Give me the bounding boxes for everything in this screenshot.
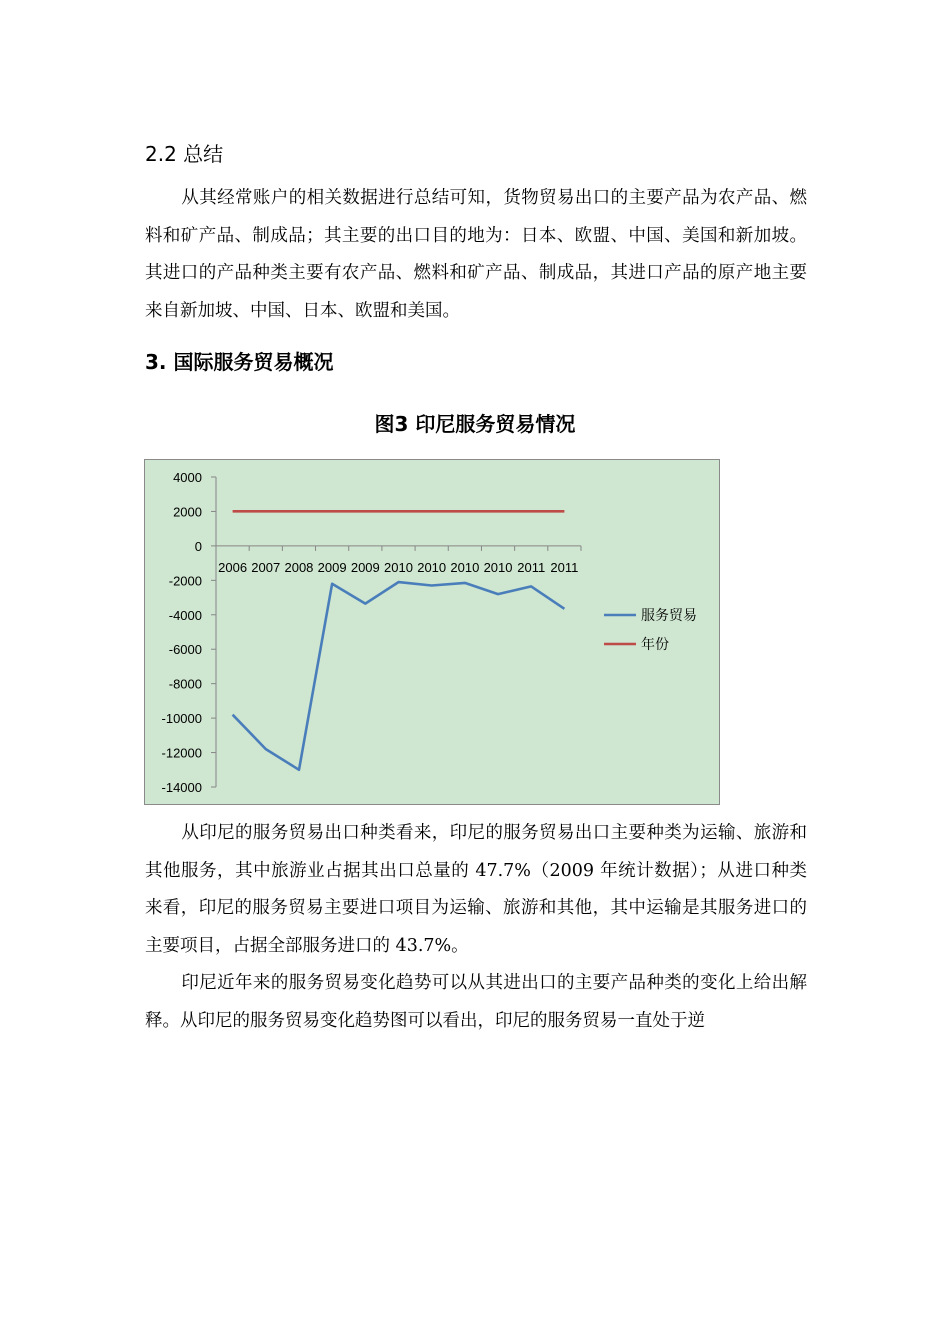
y-tick-label: -8000 [168, 676, 202, 692]
x-tick-label: 2010 [417, 559, 447, 575]
x-tick-label: 2009 [350, 559, 380, 575]
services-trade-chart [144, 459, 720, 805]
body-paragraph-1: 从印尼的服务贸易出口种类看来，印尼的服务贸易出口主要种类为运输、旅游和其他服务，其中旅游业占据其出口总量的 47.7%（2009 年统计数据）；从进口种类来看，印尼的服务贸易主要进口项目为运输、旅游和其他，其中运输是其服务进口的主要项目，占据全部服务进口的 43.7%。 [145, 823, 807, 956]
x-tick-label: 2009 [317, 559, 347, 575]
figure-title: 图3 印尼服务贸易情况 [374, 412, 576, 436]
x-tick-label: 2008 [284, 559, 314, 575]
y-tick-label: -2000 [168, 573, 202, 589]
section-heading-3: 3. 国际服务贸易概况 [145, 350, 334, 374]
y-tick-label: 0 [194, 538, 202, 554]
body-paragraph-2: 印尼近年来的服务贸易变化趋势可以从其进出口的主要产品种类的变化上给出解释。从印尼的服务贸易变化趋势图可以看出，印尼的服务贸易一直处于逆 [145, 973, 807, 1031]
y-tick-label: -14000 [161, 780, 202, 795]
y-tick-label: 2000 [173, 504, 202, 520]
summary-paragraph: 从其经常账户的相关数据进行总结可知，货物贸易出口的主要产品为农产品、燃料和矿产品、制成品；其主要的出口目的地为：日本、欧盟、中国、美国和新加坡。其进口的产品种类主要有农产品、燃料和矿产品、制成品，其进口产品的原产地主要来自新加坡、中国、日本、欧盟和美国。 [145, 188, 807, 321]
legend-label-1: 年份 [641, 637, 669, 653]
y-tick-label: -10000 [161, 711, 202, 727]
x-tick-label: 2010 [450, 559, 480, 575]
x-tick-label: 2007 [251, 559, 281, 575]
x-tick-label: 2010 [384, 559, 413, 575]
x-tick-label: 2006 [218, 559, 248, 575]
section-heading-2-2: 2.2 总结 [145, 142, 224, 166]
x-tick-label: 2011 [550, 559, 579, 575]
y-tick-label: -6000 [168, 642, 202, 658]
y-tick-label: -12000 [161, 745, 202, 761]
legend-label-0: 服务贸易 [641, 608, 697, 624]
x-tick-label: 2011 [517, 559, 546, 575]
y-tick-label: -4000 [168, 607, 202, 623]
y-tick-label: 4000 [173, 470, 202, 485]
x-tick-label: 2010 [483, 559, 513, 575]
